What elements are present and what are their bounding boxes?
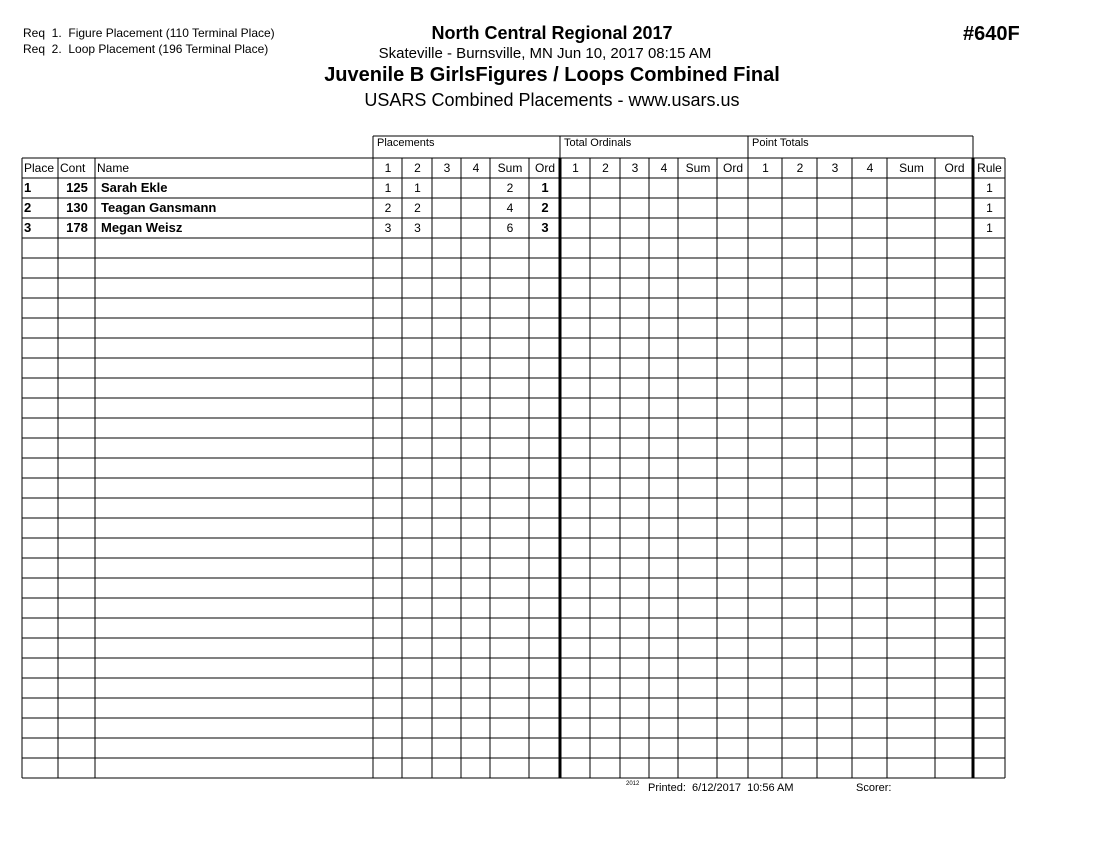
cont-cell: 130 — [66, 200, 88, 215]
printed-timestamp: Printed: 6/12/2017 10:56 AM — [648, 782, 794, 794]
version-code: 2012 — [626, 781, 640, 787]
column-header-18: 4 — [866, 161, 874, 175]
column-header-7: Sum — [497, 161, 523, 175]
column-header-5: 3 — [443, 161, 451, 175]
event-code: #640F — [963, 23, 1020, 45]
column-header-19: Sum — [899, 161, 924, 175]
group-placements: Placements — [377, 137, 435, 149]
name-cell: Teagan Gansmann — [101, 200, 217, 215]
placement-sum-cell: 6 — [506, 221, 514, 235]
placement-1-cell: 1 — [384, 181, 392, 195]
placement-sum-cell: 2 — [506, 181, 514, 195]
column-header-12: 4 — [660, 161, 668, 175]
column-header-20: Ord — [944, 161, 965, 175]
placement-ord-cell: 3 — [541, 220, 549, 235]
group-point-totals: Point Totals — [752, 137, 809, 149]
placement-2-cell: 2 — [414, 201, 421, 215]
event-subtitle: USARS Combined Placements - www.usars.us — [364, 90, 740, 110]
place-cell: 1 — [24, 180, 32, 195]
rule-cell: 1 — [986, 201, 993, 215]
name-cell: Sarah Ekle — [101, 180, 168, 195]
rule-cell: 1 — [986, 181, 993, 195]
column-header-11: 3 — [631, 161, 639, 175]
event-title: North Central Regional 2017 — [431, 23, 673, 43]
column-header-14: Ord — [722, 161, 743, 175]
requirement-2: Req 2. Loop Placement (196 Terminal Place) — [23, 42, 269, 56]
column-header-9: 1 — [572, 161, 579, 175]
column-header-4: 2 — [414, 161, 421, 175]
cont-cell: 125 — [66, 180, 88, 195]
column-header-1: Cont — [60, 161, 86, 175]
column-header-16: 2 — [796, 161, 804, 175]
event-name: Juvenile B GirlsFigures / Loops Combined Final — [324, 64, 780, 86]
placement-2-cell: 3 — [414, 221, 421, 235]
placement-1-cell: 3 — [384, 221, 392, 235]
group-total-ordinals: Total Ordinals — [564, 137, 632, 149]
requirement-1: Req 1. Figure Placement (110 Terminal Place) — [23, 26, 275, 40]
placement-2-cell: 1 — [414, 181, 421, 195]
placement-sum-cell: 4 — [506, 201, 514, 215]
placement-ord-cell: 1 — [541, 180, 549, 195]
scorer-label: Scorer: — [856, 782, 892, 794]
column-header-3: 1 — [384, 161, 392, 175]
column-header-2: Name — [97, 161, 130, 175]
column-header-17: 3 — [831, 161, 839, 175]
column-header-10: 2 — [602, 161, 609, 175]
column-header-21: Rule — [977, 161, 1002, 175]
event-location: Skateville - Burnsville, MN Jun 10, 2017 08:15 AM — [378, 45, 712, 62]
column-header-13: Sum — [685, 161, 711, 175]
placement-1-cell: 2 — [384, 201, 392, 215]
rule-cell: 1 — [986, 221, 993, 235]
placement-ord-cell: 2 — [541, 200, 549, 215]
cont-cell: 178 — [66, 220, 88, 235]
name-cell: Megan Weisz — [101, 220, 183, 235]
place-cell: 2 — [24, 200, 32, 215]
column-header-15: 1 — [762, 161, 769, 175]
place-cell: 3 — [24, 220, 32, 235]
column-header-6: 4 — [472, 161, 480, 175]
column-header-8: Ord — [534, 161, 555, 175]
column-header-0: Place — [24, 161, 55, 175]
